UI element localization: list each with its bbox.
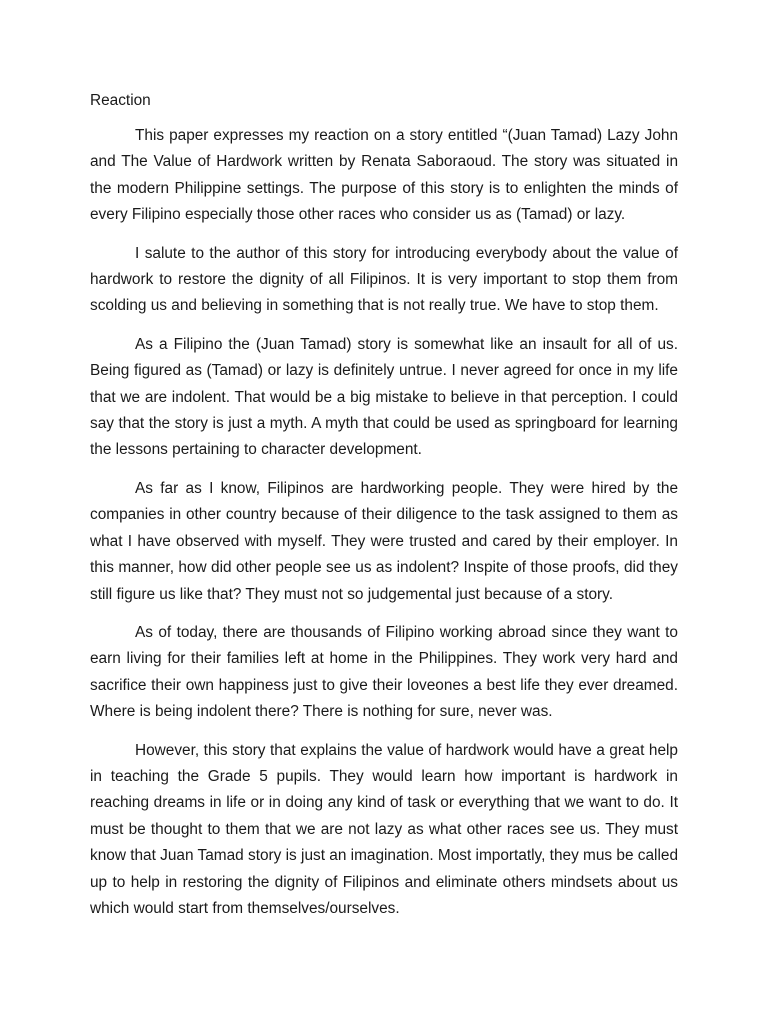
document-body <box>90 123 678 934</box>
paragraph-6: However, this story that explains the value of hardwork would have a great help in teaching the Grade 5 pupils. They would learn how important is hardwork in reaching dreams in life or in doing any kind of task or everything that we want to do. It must be thought to them that we are not lazy as what other races see us. They must know that Juan Tamad story is just an imagination. Most importatly, they mus be called up to help in restoring the dignity of Filipinos and eliminate others mindsets about us which would start from themselves/ourselves. <box>90 741 678 917</box>
paragraph-4: As far as I know, Filipinos are hardworking people. They were hired by the companies in other country because of their diligence to the task assigned to them as what I have observed with myself. They were trusted and cared by their employer. In this manner, how did other people see us as indolent? Inspite of those proofs, did they still figure us like that? They must not so judgemental just because of a story. <box>90 479 678 603</box>
paragraph-1: This paper expresses my reaction on a story entitled “(Juan Tamad) Lazy John and The Value of Hardwork written by Renata Saboraoud. The story was situated in the modern Philippine settings. The purpose of this story is to enlighten the minds of every Filipino especially those other races who consider us as (Tamad) or lazy. <box>90 127 678 224</box>
paragraph-2: I salute to the author of this story for introducing everybody about the value of hardwork to restore the dignity of all Filipinos. It is very important to stop them from scolding us and believing in something that is not really true. We have to stop them. <box>90 244 678 315</box>
document-heading: Reaction <box>90 92 151 109</box>
paragraph-5: As of today, there are thousands of Filipino working abroad since they want to earn living for their families left at home in the Philippines. They work very hard and sacrifice their own happiness just to give their loveones a best life they ever dreamed. Where is being indolent there? There is nothing for sure, never was. <box>90 623 678 721</box>
paragraph-3: As a Filipino the (Juan Tamad) story is somewhat like an insault for all of us. Being figured as (Tamad) or lazy is definitely untrue. I never agreed for once in my life that we are indolent. That would be a big mistake to believe in that perception. I could say that the story is just a myth. A myth that could be used as springboard for learning the lessons pertaining to character development. <box>90 335 678 459</box>
